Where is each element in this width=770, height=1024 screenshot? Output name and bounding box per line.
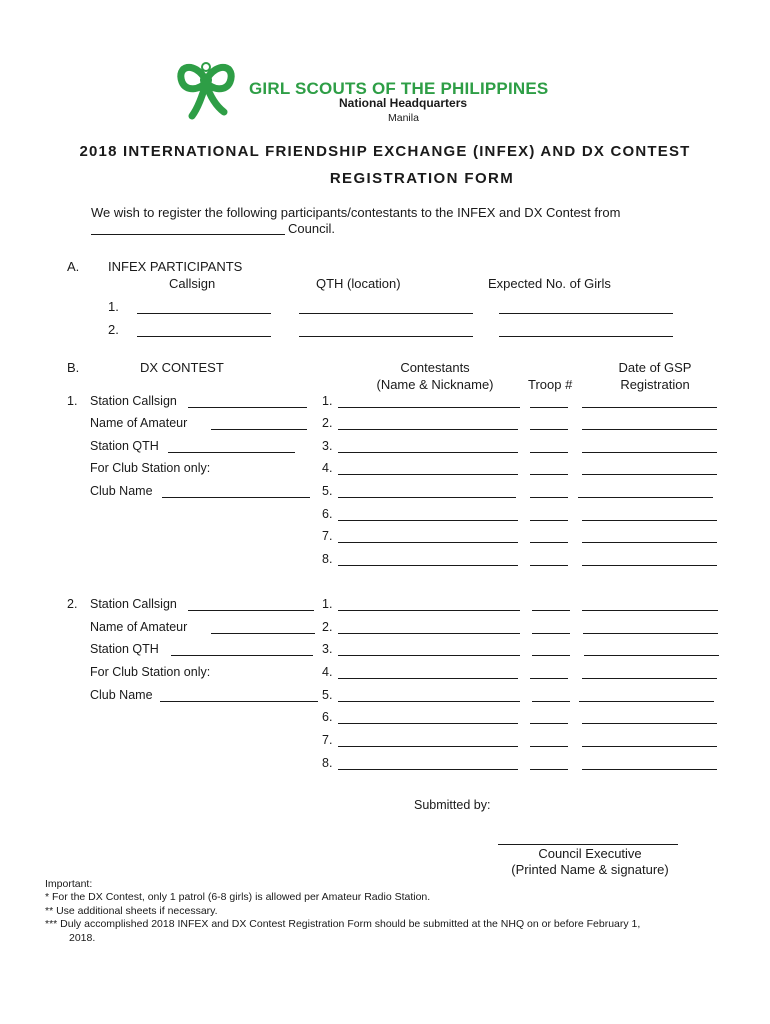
- club-name-blank[interactable]: [162, 497, 310, 498]
- intro-text: We wish to register the following participants/contestants to the INFEX and DX Contest from: [91, 205, 621, 220]
- row-number: 7.: [322, 529, 333, 543]
- date-blank[interactable]: [582, 474, 717, 475]
- station-callsign-blank[interactable]: [188, 407, 307, 408]
- council-blank[interactable]: [91, 234, 285, 235]
- amateur-name-blank[interactable]: [211, 633, 315, 634]
- troop-blank[interactable]: [530, 407, 568, 408]
- callsign-blank[interactable]: [137, 313, 271, 314]
- contestant-blank[interactable]: [338, 723, 518, 724]
- contestant-blank[interactable]: [338, 407, 520, 408]
- col-date: Date of GSP: [618, 360, 692, 375]
- row-number: 8.: [322, 756, 333, 770]
- date-blank[interactable]: [582, 407, 717, 408]
- row-number: 8.: [322, 552, 333, 566]
- contestant-blank[interactable]: [338, 520, 518, 521]
- form-subtitle: REGISTRATION FORM: [329, 170, 515, 187]
- station-number: 1.: [67, 394, 78, 408]
- troop-blank[interactable]: [530, 429, 568, 430]
- date-blank[interactable]: [582, 746, 717, 747]
- club-name-blank[interactable]: [160, 701, 318, 702]
- date-blank[interactable]: [578, 497, 713, 498]
- club-name-label: Club Name: [90, 484, 153, 498]
- row-number: 4.: [322, 665, 333, 679]
- station-callsign-blank[interactable]: [188, 610, 314, 611]
- troop-blank[interactable]: [532, 655, 570, 656]
- date-blank[interactable]: [582, 678, 717, 679]
- row-number: 5.: [322, 484, 333, 498]
- col-callsign: Callsign: [169, 276, 216, 291]
- troop-blank[interactable]: [530, 565, 568, 566]
- girls-blank[interactable]: [499, 336, 673, 337]
- date-blank[interactable]: [582, 452, 717, 453]
- contestant-blank[interactable]: [338, 746, 518, 747]
- troop-blank[interactable]: [532, 610, 570, 611]
- row-number: 1.: [108, 299, 119, 314]
- contestant-blank[interactable]: [338, 474, 518, 475]
- troop-blank[interactable]: [530, 678, 568, 679]
- note-item-continued: 2018.: [69, 932, 96, 944]
- club-station-label: For Club Station only:: [90, 461, 211, 475]
- col-contestants-sub: (Name & Nickname): [376, 377, 494, 392]
- troop-blank[interactable]: [530, 746, 568, 747]
- troop-blank[interactable]: [530, 542, 568, 543]
- date-blank[interactable]: [582, 610, 718, 611]
- col-date-sub: Registration: [620, 377, 690, 392]
- contestant-blank[interactable]: [338, 701, 520, 702]
- row-number: 5.: [322, 688, 333, 702]
- row-number: 6.: [322, 507, 333, 521]
- qth-blank[interactable]: [299, 336, 473, 337]
- date-blank[interactable]: [583, 633, 718, 634]
- col-troop: Troop #: [528, 377, 573, 392]
- contestant-blank[interactable]: [338, 497, 516, 498]
- date-blank[interactable]: [582, 429, 717, 430]
- trefoil-logo-icon: [172, 56, 240, 120]
- contestant-blank[interactable]: [338, 452, 518, 453]
- form-title: 2018 INTERNATIONAL FRIENDSHIP EXCHANGE (INFEX) AND DX CONTEST: [79, 143, 691, 160]
- section-b-heading: DX CONTEST: [140, 360, 224, 375]
- troop-blank[interactable]: [530, 474, 568, 475]
- row-number: 2.: [322, 620, 333, 634]
- date-blank[interactable]: [579, 701, 714, 702]
- club-station-label: For Club Station only:: [90, 665, 211, 679]
- contestant-blank[interactable]: [338, 565, 518, 566]
- troop-blank[interactable]: [532, 701, 570, 702]
- headquarters-label: National Headquarters: [339, 96, 468, 110]
- date-blank[interactable]: [582, 542, 717, 543]
- qth-blank[interactable]: [299, 313, 473, 314]
- callsign-blank[interactable]: [137, 336, 271, 337]
- troop-blank[interactable]: [530, 520, 568, 521]
- notes-heading: Important:: [45, 878, 93, 890]
- contestant-blank[interactable]: [338, 542, 518, 543]
- row-number: 4.: [322, 461, 333, 475]
- troop-blank[interactable]: [530, 497, 568, 498]
- amateur-name-label: Name of Amateur: [90, 416, 188, 430]
- row-number: 6.: [322, 710, 333, 724]
- date-blank[interactable]: [582, 769, 717, 770]
- contestant-blank[interactable]: [338, 610, 520, 611]
- station-callsign-label: Station Callsign: [90, 394, 177, 408]
- row-number: 2.: [322, 416, 333, 430]
- section-b-letter: B.: [67, 360, 80, 375]
- station-callsign-label: Station Callsign: [90, 597, 177, 611]
- intro-council: Council.: [288, 221, 335, 236]
- col-contestants: Contestants: [400, 360, 470, 375]
- date-blank[interactable]: [582, 565, 717, 566]
- row-number: 3.: [322, 642, 333, 656]
- date-blank[interactable]: [582, 723, 717, 724]
- contestant-blank[interactable]: [338, 429, 518, 430]
- signature-subtitle: (Printed Name & signature): [511, 862, 669, 877]
- station-qth-blank[interactable]: [171, 655, 313, 656]
- troop-blank[interactable]: [530, 769, 568, 770]
- note-item: * For the DX Contest, only 1 patrol (6-8 girls) is allowed per Amateur Radio Station.: [45, 891, 431, 903]
- contestant-blank[interactable]: [338, 633, 520, 634]
- signature-title: Council Executive: [538, 846, 642, 861]
- col-expected-girls: Expected No. of Girls: [488, 276, 611, 291]
- contestant-blank[interactable]: [338, 769, 518, 770]
- date-blank[interactable]: [582, 520, 717, 521]
- station-qth-blank[interactable]: [168, 452, 295, 453]
- submitted-by-label: Submitted by:: [414, 798, 491, 812]
- org-name: GIRL SCOUTS OF THE PHILIPPINES: [249, 79, 549, 98]
- girls-blank[interactable]: [499, 313, 673, 314]
- station-qth-label: Station QTH: [90, 642, 159, 656]
- section-a-letter: A.: [67, 259, 80, 274]
- note-item: *** Duly accomplished 2018 INFEX and DX Contest Registration Form should be submitted at the NHQ on or before February 1,: [45, 918, 641, 930]
- contestant-blank[interactable]: [338, 678, 518, 679]
- troop-blank[interactable]: [530, 452, 568, 453]
- contestant-blank[interactable]: [338, 655, 520, 656]
- row-number: 1.: [322, 394, 333, 408]
- signature-blank[interactable]: [498, 844, 678, 845]
- city-label: Manila: [388, 112, 419, 124]
- col-qth: QTH (location): [316, 276, 401, 291]
- amateur-name-label: Name of Amateur: [90, 620, 188, 634]
- amateur-name-blank[interactable]: [211, 429, 307, 430]
- club-name-label: Club Name: [90, 688, 153, 702]
- troop-blank[interactable]: [530, 723, 568, 724]
- row-number: 2.: [108, 322, 119, 337]
- date-blank[interactable]: [584, 655, 719, 656]
- row-number: 3.: [322, 439, 333, 453]
- troop-blank[interactable]: [532, 633, 570, 634]
- station-qth-label: Station QTH: [90, 439, 159, 453]
- row-number: 1.: [322, 597, 333, 611]
- section-a-heading: INFEX PARTICIPANTS: [108, 259, 243, 274]
- row-number: 7.: [322, 733, 333, 747]
- station-number: 2.: [67, 597, 78, 611]
- note-item: ** Use additional sheets if necessary.: [45, 905, 218, 917]
